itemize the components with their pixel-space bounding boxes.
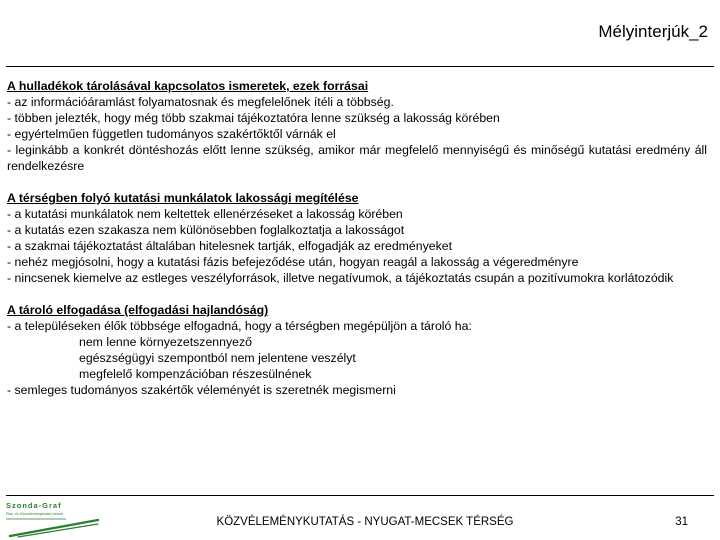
bullet-line: - semleges tudományos szakértők véleményét is szeretnék megismerni [7, 383, 396, 397]
bullet-line: - a kutatási munkálatok nem keltettek ellenérzéseket a lakosság körében [7, 207, 403, 221]
header-divider [6, 66, 714, 67]
page-title: Mélyinterjúk_2 [598, 22, 708, 41]
bullet-line: - nincsenek kiemelve az estleges veszélyforrások, illetve negatívumok, a tájékoztatás csupán a pozitívumokra korlátozódik [7, 271, 674, 285]
section-heading: A tároló elfogadása (elfogadási hajlandóság) [7, 303, 269, 317]
slide-content [7, 78, 707, 414]
bullet-line: - többen jelezték, hogy még több szakmai tájékoztatóra lenne szükség a lakosság körében [7, 111, 500, 125]
bullet-line: - a szakmai tájékoztatást általában hitelesnek tartják, elfogadják az eredményeket [7, 239, 452, 253]
condition-line: megfelelő kompenzációban részesülnének [79, 367, 312, 381]
section-acceptance [7, 302, 707, 398]
svg-text:Szonda-Graf: Szonda-Graf [6, 501, 62, 510]
bullet-line: - leginkább a konkrét döntéshozás előtt lenne szükség, amikor már megfelelő mennyiségű és minőségű kutatási eredmény áll rendelkezésre [7, 143, 707, 173]
bullet-line: - az információáramlást folyamatosnak és megfelelőnek ítéli a többség. [7, 95, 394, 109]
section-research-perception [7, 190, 707, 286]
section-heading: A térségben folyó kutatási munkálatok lakossági megítélése [7, 191, 359, 205]
section-heading: A hulladékok tárolásával kapcsolatos ismeretek, ezek forrásai [7, 79, 369, 93]
bullet-line: - egyértelműen független tudományos szakértőktől várnák el [7, 127, 336, 141]
condition-line: nem lenne környezetszennyező [79, 335, 252, 349]
svg-text:Piac- és Közvéleménykutató Int: Piac- és Közvéleménykutató Intézet [6, 512, 64, 516]
company-logo [4, 500, 102, 538]
bullet-line: - a településeken élők többsége elfogadná, hogy a térségben megépüljön a tároló ha: [7, 319, 472, 333]
page-number: 31 [675, 516, 688, 528]
condition-line: egészségügyi szempontból nem jelentene veszélyt [79, 351, 356, 365]
bullet-line: - nehéz megjósolni, hogy a kutatási fázis befejeződése után, hogyan reagál a lakosság a végeredményre [7, 255, 579, 269]
footer-divider [6, 495, 714, 496]
footer-text: KÖZVÉLEMÉNYKUTATÁS - NYUGAT-MECSEK TÉRSÉG [216, 516, 514, 528]
section-knowledge [7, 78, 707, 174]
bullet-line: - a kutatás ezen szakasza nem különösebben foglalkoztatja a lakosságot [7, 223, 405, 237]
